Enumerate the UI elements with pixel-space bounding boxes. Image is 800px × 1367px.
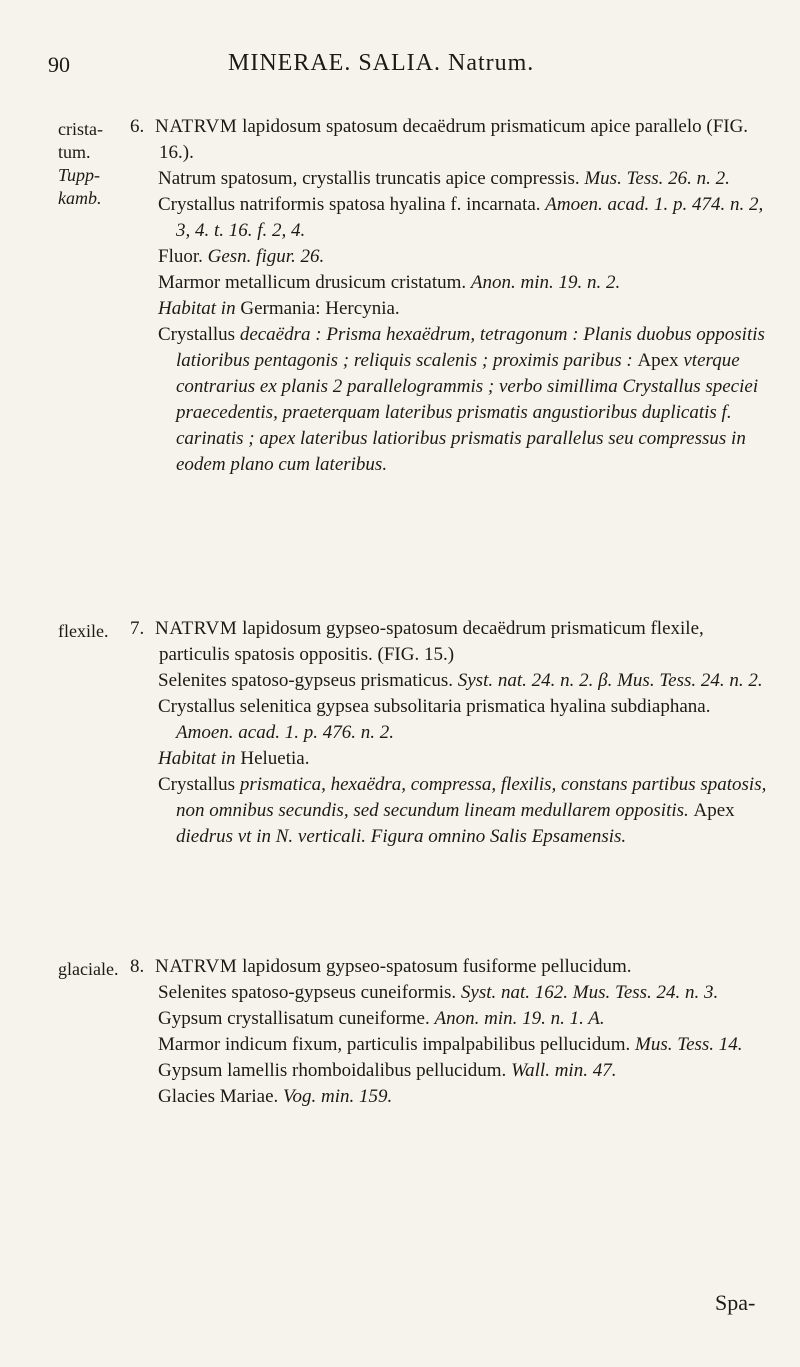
running-title: MINERAE. SALIA. Natrum. bbox=[228, 50, 535, 76]
synonym: Selenites spatoso-gypseus cuneiformis. Syst. nat. 162. Mus. Tess. 24. n. 3. bbox=[158, 982, 719, 1003]
synonym: Crystallus selenitica gypsea subsolitaria prismatica hyalina subdiaphana. Amoen. acad. 1. p. 476. n. 2. bbox=[158, 696, 711, 743]
margin-note-cristatum: crista- tum. Tupp- kamb. bbox=[58, 119, 103, 208]
synonym: Glacies Mariae. Vog. min. 159. bbox=[158, 1086, 393, 1107]
synonym: Selenites spatoso-gypseus prismaticus. Syst. nat. 24. n. 2. β. Mus. Tess. 24. n. 2. bbox=[158, 670, 763, 691]
entry-6 bbox=[130, 114, 770, 478]
synonym: Gypsum crystallisatum cuneiforme. Anon. min. 19. n. 1. A. bbox=[158, 1008, 605, 1029]
synonym: Natrum spatosum, crystallis truncatis apice compressis. Mus. Tess. 26. n. 2. bbox=[158, 168, 730, 189]
entry-7 bbox=[130, 616, 770, 850]
page-number: 90 bbox=[48, 52, 70, 77]
margin-note-glaciale: glaciale. bbox=[58, 959, 119, 979]
synonym: Marmor indicum fixum, particulis impalpabilibus pellucidum. Mus. Tess. 14. bbox=[158, 1034, 743, 1055]
habitat: Habitat in Germania: Hercynia. bbox=[158, 298, 400, 319]
entry-heading: 7. NATRVM lapidosum gypseo-spatosum decaëdrum prismaticum flexile, particulis spatosis oppositis. (FIG. 15.) bbox=[130, 618, 704, 665]
synonym: Crystallus natriformis spatosa hyalina f. incarnata. Amoen. acad. 1. p. 474. n. 2, 3, 4. t. 16. f. 2, 4. bbox=[158, 194, 764, 241]
habitat: Habitat in Heluetia. bbox=[158, 748, 310, 769]
description: Crystallus prismatica, hexaëdra, compressa, flexilis, constans partibus spatosis, non omnibus secundis, sed secundum lineam medullarem oppositis. Apex diedrus vt in N. verticali. Figura omnino Salis Epsamensis. bbox=[158, 774, 767, 847]
entry-heading: 8. NATRVM lapidosum gypseo-spatosum fusiforme pellucidum. bbox=[130, 956, 632, 977]
description: Crystallus decaëdra : Prisma hexaëdrum, tetragonum : Planis duobus oppositis latioribus pentagonis ; reliquis scalenis ; proximis paribus : Apex vterque contrarius ex planis 2 parallelogrammis ; verbo simillima Crystallus speciei praecedentis, praeterquam lateribus prismatis angustioribus duplicatis f. carinatis ; apex lateribus latioribus prismatis parallelus seu compressus in eodem plano cum lateribus. bbox=[158, 324, 765, 475]
synonym: Fluor. Gesn. figur. 26. bbox=[158, 246, 325, 267]
synonym: Marmor metallicum drusicum cristatum. Anon. min. 19. n. 2. bbox=[158, 272, 621, 293]
synonym: Gypsum lamellis rhomboidalibus pellucidum. Wall. min. 47. bbox=[158, 1060, 617, 1081]
margin-note-flexile: flexile. bbox=[58, 621, 109, 641]
entry-heading: 6. NATRVM lapidosum spatosum decaëdrum prismaticum apice parallelo (FIG. 16.). bbox=[130, 116, 749, 163]
entry-8 bbox=[130, 954, 770, 1110]
catchword: Spa- bbox=[715, 1290, 756, 1315]
